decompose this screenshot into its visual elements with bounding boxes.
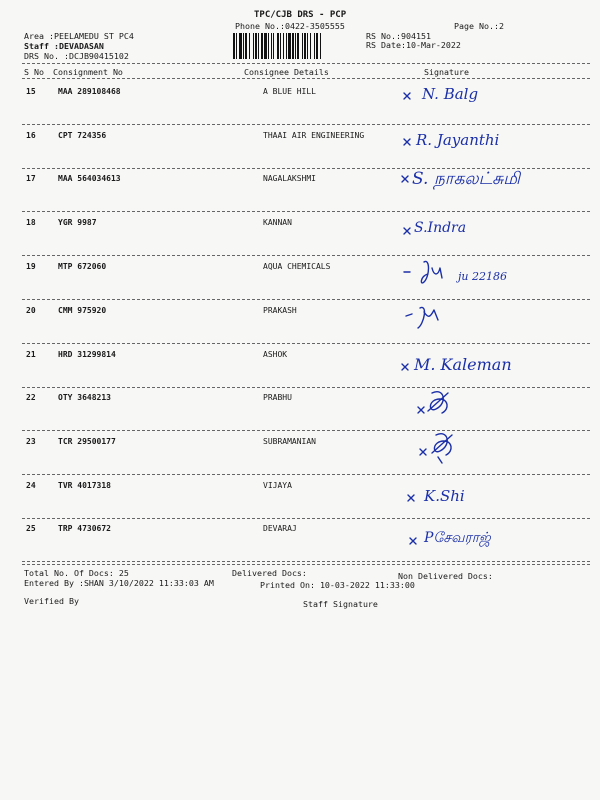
row-serial-number: 20 — [26, 306, 36, 315]
signature-stroke — [432, 434, 452, 463]
signature-stroke — [402, 364, 408, 370]
signature-stroke — [408, 495, 414, 501]
drs-number: DRS No. :DCJB90415102 — [24, 51, 129, 61]
barcode-bar — [271, 33, 272, 59]
verified-by: Verified By — [24, 596, 79, 606]
handwritten-signature — [398, 342, 588, 382]
barcode-bar — [280, 33, 281, 59]
column-header-sno: S No — [24, 67, 44, 77]
row-serial-number: 21 — [26, 350, 36, 359]
row-consignee-name: NAGALAKSHMI — [263, 174, 316, 183]
barcode-bar — [320, 33, 321, 59]
signature-scribble — [398, 429, 588, 469]
barcode-bar — [302, 33, 303, 59]
signature-text: Pசேவராஜ் — [424, 530, 491, 546]
barcode-bar — [307, 33, 308, 59]
phone-number: Phone No.:0422-3505555 — [235, 21, 345, 31]
barcode-bar — [253, 33, 254, 59]
row-consignment-number: MAA 289108468 — [58, 87, 121, 96]
barcode-bar — [283, 33, 284, 59]
barcode-bar — [288, 33, 291, 59]
row-consignee-name: AQUA CHEMICALS — [263, 262, 331, 271]
row-serial-number: 22 — [26, 393, 36, 402]
staff-signature: Staff Signature — [303, 599, 378, 609]
signature-stroke — [421, 261, 442, 283]
row-consignment-number: TRP 4730672 — [58, 524, 111, 533]
handwritten-signature — [398, 429, 588, 469]
barcode-bar — [258, 33, 259, 59]
signature-scribble — [398, 79, 588, 119]
barcode-bar — [304, 33, 306, 59]
row-consignment-number: CPT 724356 — [58, 131, 107, 140]
barcode-bar — [316, 33, 318, 59]
row-consignment-number: YGR 9987 — [58, 218, 97, 227]
handwritten-signature — [398, 254, 588, 294]
footer-top-rule — [22, 564, 590, 565]
signature-stroke — [420, 449, 426, 455]
barcode-bar — [314, 33, 315, 59]
barcode-bar — [268, 33, 269, 59]
row-consignment-number: HRD 31299814 — [58, 350, 116, 359]
barcode-bar — [264, 33, 267, 59]
barcode-bar — [273, 33, 274, 59]
barcode-bar — [261, 33, 263, 59]
non-delivered-docs: Non Delivered Docs: — [398, 571, 493, 581]
signature-stroke — [404, 139, 410, 145]
printed-on: Printed On: 10-03-2022 11:33:00 — [260, 580, 415, 590]
column-header-consignee: Consignee Details — [244, 67, 329, 77]
barcode-graphic — [233, 33, 357, 59]
barcode-bar — [277, 33, 279, 59]
barcode-bar — [292, 33, 294, 59]
signature-stroke — [406, 314, 412, 316]
signature-scribble — [398, 298, 588, 338]
signature-stroke — [410, 538, 416, 544]
barcode-bar — [249, 33, 250, 59]
signature-text: M. Kaleman — [414, 355, 512, 374]
row-consignment-number: TCR 29500177 — [58, 437, 116, 446]
barcode-bar — [233, 33, 235, 59]
row-consignment-number: MAA 564034613 — [58, 174, 121, 183]
row-consignee-name: PRABHU — [263, 393, 292, 402]
row-serial-number: 17 — [26, 174, 36, 183]
table-row — [0, 524, 600, 568]
signature-scribble — [398, 516, 588, 556]
column-header-consignment: Consignment No — [53, 67, 123, 77]
handwritten-signature — [398, 79, 588, 119]
handwritten-signature — [398, 298, 588, 338]
row-consignment-number: OTY 3648213 — [58, 393, 111, 402]
header-top-rule — [22, 63, 590, 64]
barcode-bar — [239, 33, 242, 59]
row-consignee-name: THAAI AIR ENGINEERING — [263, 131, 365, 140]
staff-label: Staff :DEVADASAN — [24, 41, 104, 51]
row-consignee-name: ASHOK — [263, 350, 288, 359]
row-consignment-number: CMM 975920 — [58, 306, 107, 315]
handwritten-signature — [398, 210, 588, 250]
signature-text: S.Indra — [414, 220, 467, 236]
barcode-bar — [286, 33, 287, 59]
signature-stroke — [418, 307, 438, 328]
row-consignment-number: TVR 4017318 — [58, 481, 111, 490]
barcode — [233, 33, 357, 59]
signature-text: K.Shi — [424, 487, 465, 505]
row-serial-number: 19 — [26, 262, 36, 271]
rs-date: RS Date:10-Mar-2022 — [366, 40, 461, 50]
area-label: Area :PEELAMEDU ST PC4 — [24, 31, 134, 41]
row-consignee-name: KANNAN — [263, 218, 292, 227]
row-consignee-name: DEVARAJ — [263, 524, 297, 533]
signature-scribble — [398, 473, 588, 513]
barcode-bar — [245, 33, 247, 59]
row-serial-number: 25 — [26, 524, 36, 533]
row-consignment-number: MTP 672060 — [58, 262, 107, 271]
signature-stroke — [402, 176, 408, 182]
page-number: Page No.:2 — [454, 21, 504, 31]
row-serial-number: 16 — [26, 131, 36, 140]
row-serial-number: 23 — [26, 437, 36, 446]
barcode-bar — [236, 33, 237, 59]
row-serial-number: 18 — [26, 218, 36, 227]
barcode-bar — [295, 33, 296, 59]
signature-text: R. Jayanthi — [416, 131, 500, 149]
delivered-docs: Delivered Docs: — [232, 568, 307, 578]
document-title: TPC/CJB DRS - PCP — [254, 10, 347, 20]
handwritten-signature — [398, 123, 588, 163]
row-serial-number: 15 — [26, 87, 36, 96]
signature-scribble — [398, 254, 588, 294]
rs-number: RS No.:904151 — [366, 31, 431, 41]
signature-scribble — [398, 342, 588, 382]
signature-stroke — [404, 93, 410, 99]
barcode-bar — [255, 33, 257, 59]
handwritten-signature — [398, 385, 588, 425]
barcode-bar — [310, 33, 311, 59]
signature-scribble — [398, 123, 588, 163]
signature-stroke — [418, 407, 424, 413]
signature-stroke — [428, 392, 448, 413]
row-consignee-name: SUBRAMANIAN — [263, 437, 316, 446]
handwritten-signature — [398, 516, 588, 556]
barcode-bar — [297, 33, 299, 59]
column-header-signature: Signature — [424, 67, 469, 77]
barcode-bar — [243, 33, 244, 59]
total-docs: Total No. Of Docs: 25 — [24, 568, 129, 578]
row-separator — [22, 561, 590, 562]
signature-scribble — [398, 166, 588, 206]
entered-by: Entered By :SHAN 3/10/2022 11:33:03 AM — [24, 578, 214, 588]
signature-text: N. Balg — [422, 85, 479, 103]
row-consignee-name: VIJAYA — [263, 481, 292, 490]
signature-scribble — [398, 385, 588, 425]
signature-stroke — [404, 228, 410, 234]
row-serial-number: 24 — [26, 481, 36, 490]
row-consignee-name: PRAKASH — [263, 306, 297, 315]
row-consignee-name: A BLUE HILL — [263, 87, 316, 96]
signature-text: S. நாகலட்சுமி — [412, 169, 520, 189]
signature-text: ju 22186 — [458, 270, 507, 283]
handwritten-signature — [398, 473, 588, 513]
signature-scribble — [398, 210, 588, 250]
handwritten-signature — [398, 166, 588, 206]
